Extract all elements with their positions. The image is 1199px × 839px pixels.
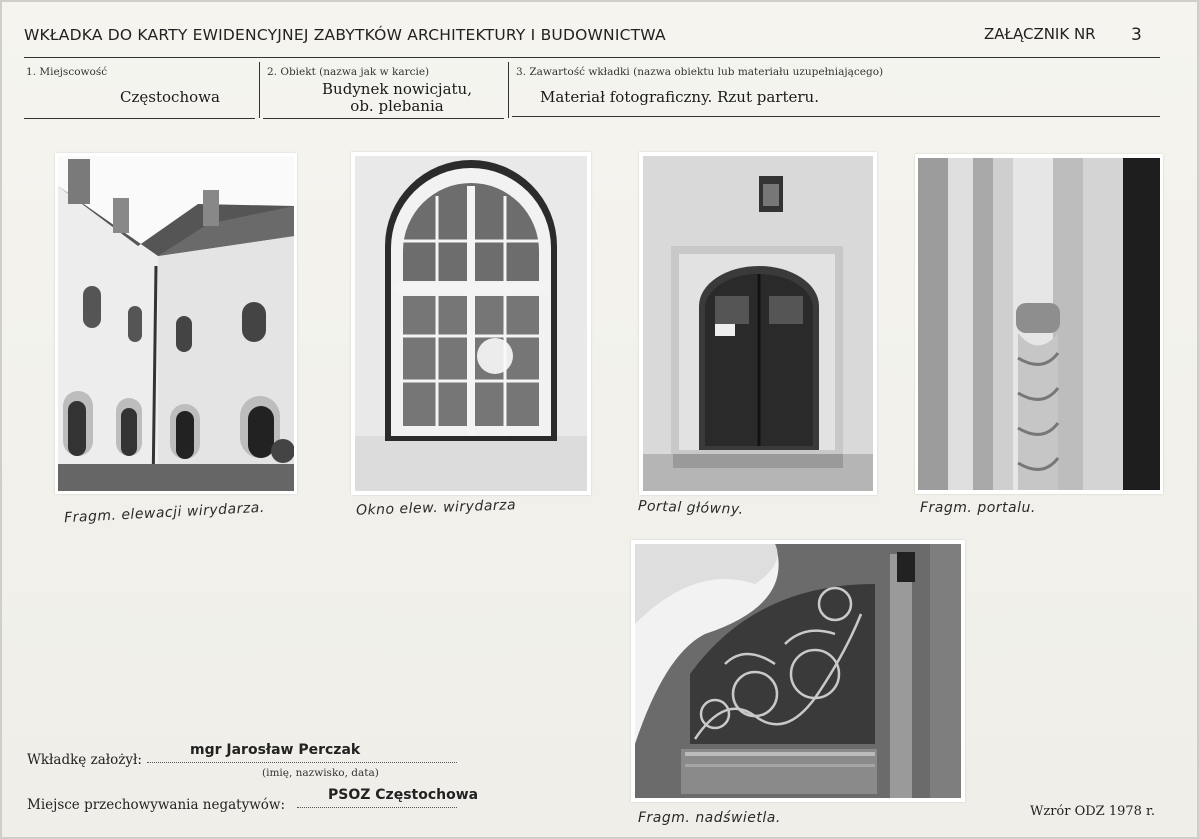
- fields-underline-3: [512, 116, 1160, 117]
- object-value-line1: Budynek nowicjatu,: [322, 80, 472, 98]
- photo-transom-fragment: [631, 540, 965, 802]
- content-value: Materiał fotograficzny. Rzut parteru.: [540, 88, 819, 106]
- photo-portal-fragment: [915, 154, 1163, 494]
- caption-arched-window: Okno elew. wirydarza: [355, 497, 517, 519]
- founder-dotline: [147, 762, 457, 763]
- storage-label: Miejsce przechowywania negatywów:: [27, 797, 286, 813]
- photo-main-portal: [639, 152, 877, 495]
- founder-sub-label: (imię, nazwisko, data): [262, 767, 379, 779]
- place-label: 1. Miejscowość: [26, 66, 108, 78]
- photo-courtyard-elevation: [55, 153, 297, 494]
- caption-main-portal: Portal główny.: [637, 498, 744, 518]
- photo-arched-window: [351, 152, 591, 495]
- fields-underline-1: [24, 118, 255, 119]
- document-title: WKŁADKA DO KARTY EWIDENCYJNEJ ZABYTKÓW ARCHITEKTURY I BUDOWNICTWA: [24, 26, 666, 44]
- caption-portal-fragment: Fragm. portalu.: [920, 500, 1036, 516]
- fields-underline-2: [263, 118, 504, 119]
- template-note: Wzrór ODZ 1978 r.: [1030, 804, 1155, 819]
- field-divider-1: [259, 62, 260, 118]
- object-value-line2: ob. plebania: [350, 97, 444, 115]
- header-rule: [24, 57, 1160, 58]
- caption-courtyard-elevation: Fragm. elewacji wirydarza.: [63, 499, 266, 527]
- founder-value: mgr Jarosław Perczak: [190, 742, 361, 758]
- founder-label: Wkładkę założył:: [27, 752, 142, 768]
- storage-value: PSOZ Częstochowa: [328, 787, 479, 803]
- field-divider-2: [508, 62, 509, 118]
- content-label: 3. Zawartość wkładki (nazwa obiektu lub materiału uzupełniającego): [516, 66, 884, 78]
- attachment-number: 3: [1131, 25, 1142, 45]
- caption-transom-fragment: Fragm. nadświetla.: [638, 810, 781, 826]
- place-value: Częstochowa: [120, 88, 220, 106]
- attachment-label: ZAŁĄCZNIK NR: [984, 25, 1096, 43]
- storage-dotline: [297, 807, 457, 808]
- object-label: 2. Obiekt (nazwa jak w karcie): [267, 66, 430, 78]
